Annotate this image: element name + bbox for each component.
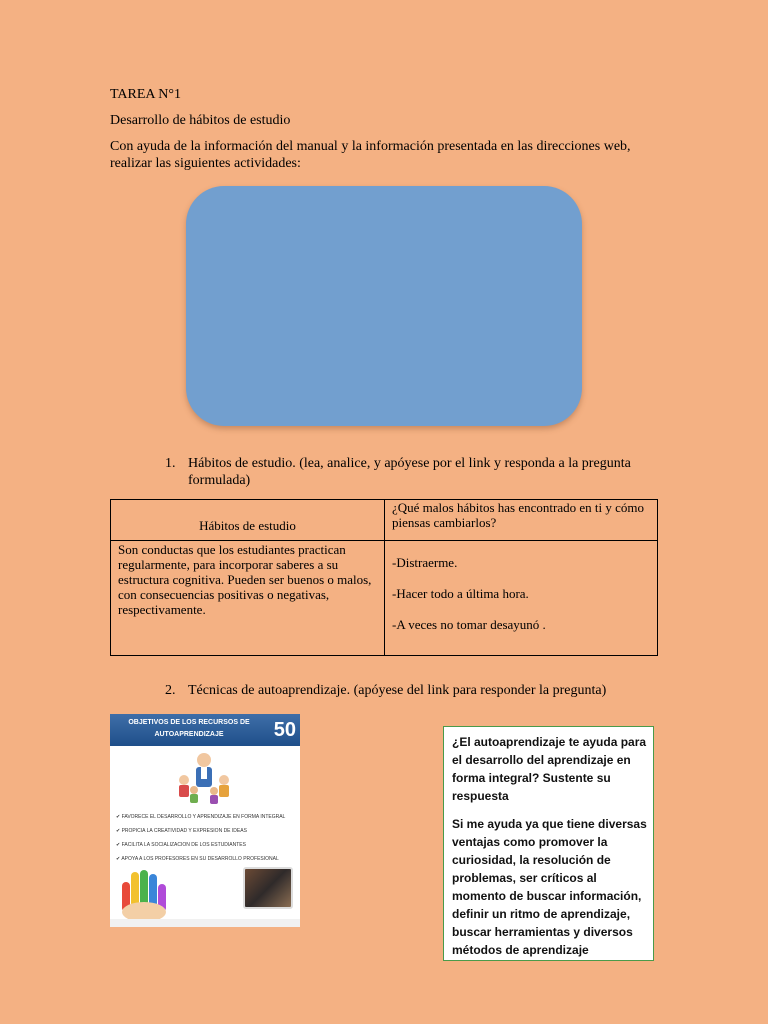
rounded-rectangle-shape [186, 186, 582, 426]
list-item-text: Técnicas de autoaprendizaje. (apóyese del link para responder la pregunta) [188, 683, 607, 698]
answer-line: -A veces no tomar desayunó . [392, 617, 546, 632]
intro-paragraph: Con ayuda de la información del manual y la información presentada en las direcciones web, realizar las siguientes actividades: [110, 139, 631, 171]
classroom-photo [243, 867, 293, 909]
people-illustration-icon [174, 750, 238, 804]
anniversary-logo: 50 [273, 719, 296, 741]
table-cell-definition: Son conductas que los estudiantes practican regularmente, para incorporar saberes a su estructura cognitiva. Pueden ser buenos o malos, con consecuencias positivas o negativas, respectivamente. [111, 541, 385, 656]
image-bullet: ✔ FAVORECE EL DESARROLLO Y APRENDIZAJE EN FORMA INTEGRAL [116, 814, 286, 820]
answer-line: -Hacer todo a última hora. [392, 586, 529, 601]
image-footer [110, 919, 300, 927]
painted-hands-icon [114, 864, 176, 922]
list-item-number: 2. [165, 683, 176, 698]
image-bullet: ✔ PROPICIA LA CREATIVIDAD Y EXPRESION DE IDEAS [116, 828, 247, 834]
question-text-box [443, 726, 654, 961]
table-header-habits: Hábitos de estudio [111, 500, 385, 541]
table-row [111, 500, 658, 541]
autoaprendizaje-image [110, 714, 300, 927]
table-cell-answers [385, 541, 658, 656]
image-header-text: OBJETIVOS DE LOS RECURSOS DE AUTOAPRENDIZAJE [128, 719, 250, 738]
image-bullet: ✔ APOYA A LOS PROFESORES EN SU DESARROLLO PROFESIONAL [116, 856, 279, 862]
answer-line: -Distraerme. [392, 555, 458, 570]
table-header-question: ¿Qué malos hábitos has encontrado en ti y cómo piensas cambiarlos? [385, 500, 658, 541]
document-subtitle: Desarrollo de hábitos de estudio [110, 113, 291, 128]
image-header-banner [110, 714, 300, 746]
habits-table [110, 499, 658, 656]
question-text: ¿El autoaprendizaje te ayuda para el desarrollo del aprendizaje en forma integral? Sustente su respuesta [452, 735, 647, 803]
list-item-number: 1. [165, 456, 176, 471]
table-row [111, 541, 658, 656]
image-bullet-list [116, 810, 296, 866]
document-title: TAREA N°1 [110, 87, 181, 102]
image-bullet: ✔ FACILITA LA SOCIALIZACION DE LOS ESTUDIANTES [116, 842, 246, 848]
answer-text: Si me ayuda ya que tiene diversas ventajas como promover la curiosidad, la resolución de problemas, ser críticos al momento de buscar información, definir un ritmo de aprendizaje, buscar herramientas y diversos métodos de aprendizaje [452, 817, 647, 957]
list-item-text: Hábitos de estudio. (lea, analice, y apóyese por el link y responda a la pregunta formulada) [188, 456, 631, 488]
